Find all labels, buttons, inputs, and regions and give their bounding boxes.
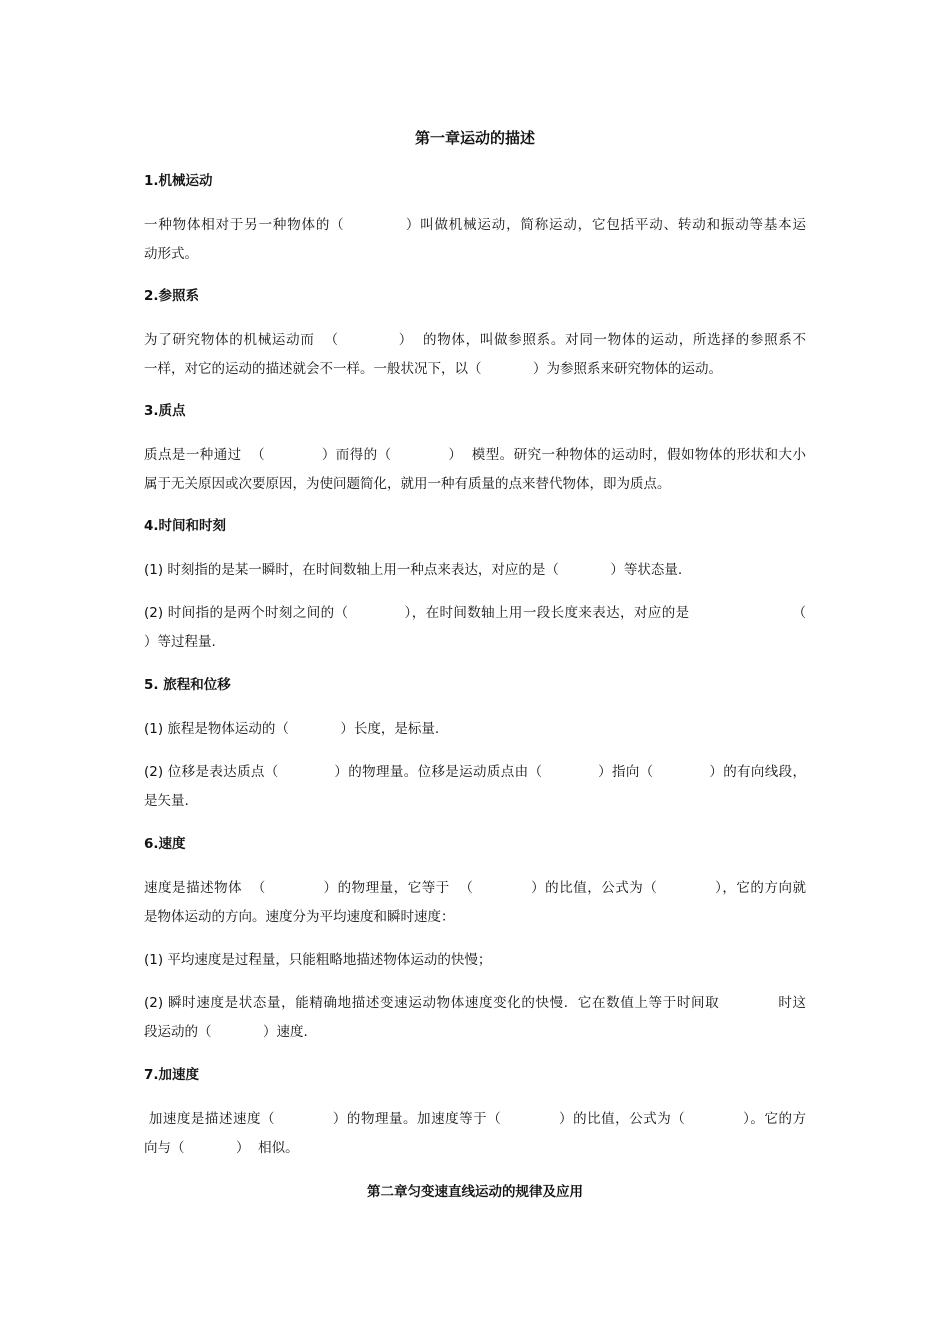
section3-heading: 3.质点	[144, 403, 186, 419]
section6-line4: (2) 瞬时速度是状态量，能精确地描述变速运动物体速度变化的快慢．它在数值上等于时间取 时这	[144, 995, 806, 1011]
section2-line1: 为了研究物体的机械运动而 （ ） 的物体，叫做参照系。对同一物体的运动，所选择的参照系不	[144, 332, 806, 348]
section7-line1: 加速度是描述速度（ ）的物理量。加速度等于（ ）的比值，公式为（ ）。它的方	[144, 1111, 806, 1127]
section4-line2: (2) 时间指的是两个时刻之间的（ ），在时间数轴上用一段长度来表达，对应的是 （	[144, 605, 806, 621]
section6-line5: 段运动的（ ）速度.	[144, 1024, 308, 1040]
section7-heading: 7.加速度	[144, 1067, 200, 1083]
section6-heading: 6.速度	[144, 836, 186, 852]
section1-line2: 动形式。	[144, 246, 198, 262]
section4-line1: (1) 时刻指的是某一瞬时，在时间数轴上用一种点来表达，对应的是（ ）等状态量.	[144, 562, 683, 578]
section6-line3: (1) 平均速度是过程量，只能粗略地描述物体运动的快慢；	[144, 952, 492, 968]
section5-line3: 是矢量.	[144, 793, 189, 809]
chapter2-title: 第二章匀变速直线运动的规律及应用	[367, 1184, 583, 1200]
section5-line2: (2) 位移是表达质点（ ）的物理量。位移是运动质点由（ ）指向（ ）的有向线段，	[144, 764, 806, 780]
section6-line2: 是物体运动的方向。速度分为平均速度和瞬时速度：	[144, 909, 455, 925]
section6-line1: 速度是描述物体 （ ）的物理量，它等于 （ ）的比值，公式为（ ），它的方向就	[144, 880, 806, 896]
section5-heading: 5. 旅程和位移	[144, 677, 231, 693]
section4-heading: 4.时间和时刻	[144, 518, 227, 534]
section3-line1: 质点是一种通过 （ ）而得的（ ） 模型。研究一种物体的运动时，假如物体的形状和大小	[144, 447, 806, 463]
section2-heading: 2.参照系	[144, 288, 200, 304]
section1-heading: 1.机械运动	[144, 173, 213, 189]
section4-line3: ）等过程量.	[144, 634, 216, 650]
section1-line1: 一种物体相对于另一种物体的（ ）叫做机械运动，简称运动，它包括平动、转动和振动等基本运	[144, 217, 806, 233]
section2-line2: 一样，对它的运动的描述就会不一样。一般状况下，以（ ）为参照系来研究物体的运动。	[144, 361, 722, 377]
section3-line2: 属于无关原因或次要原因，为使问题简化，就用一种有质量的点来替代物体，即为质点。	[144, 476, 671, 492]
section7-line2: 向与（ ） 相似。	[144, 1140, 299, 1156]
section5-line1: (1) 旅程是物体运动的（ ）长度，是标量.	[144, 721, 440, 737]
chapter1-title: 第一章运动的描述	[414, 129, 535, 147]
